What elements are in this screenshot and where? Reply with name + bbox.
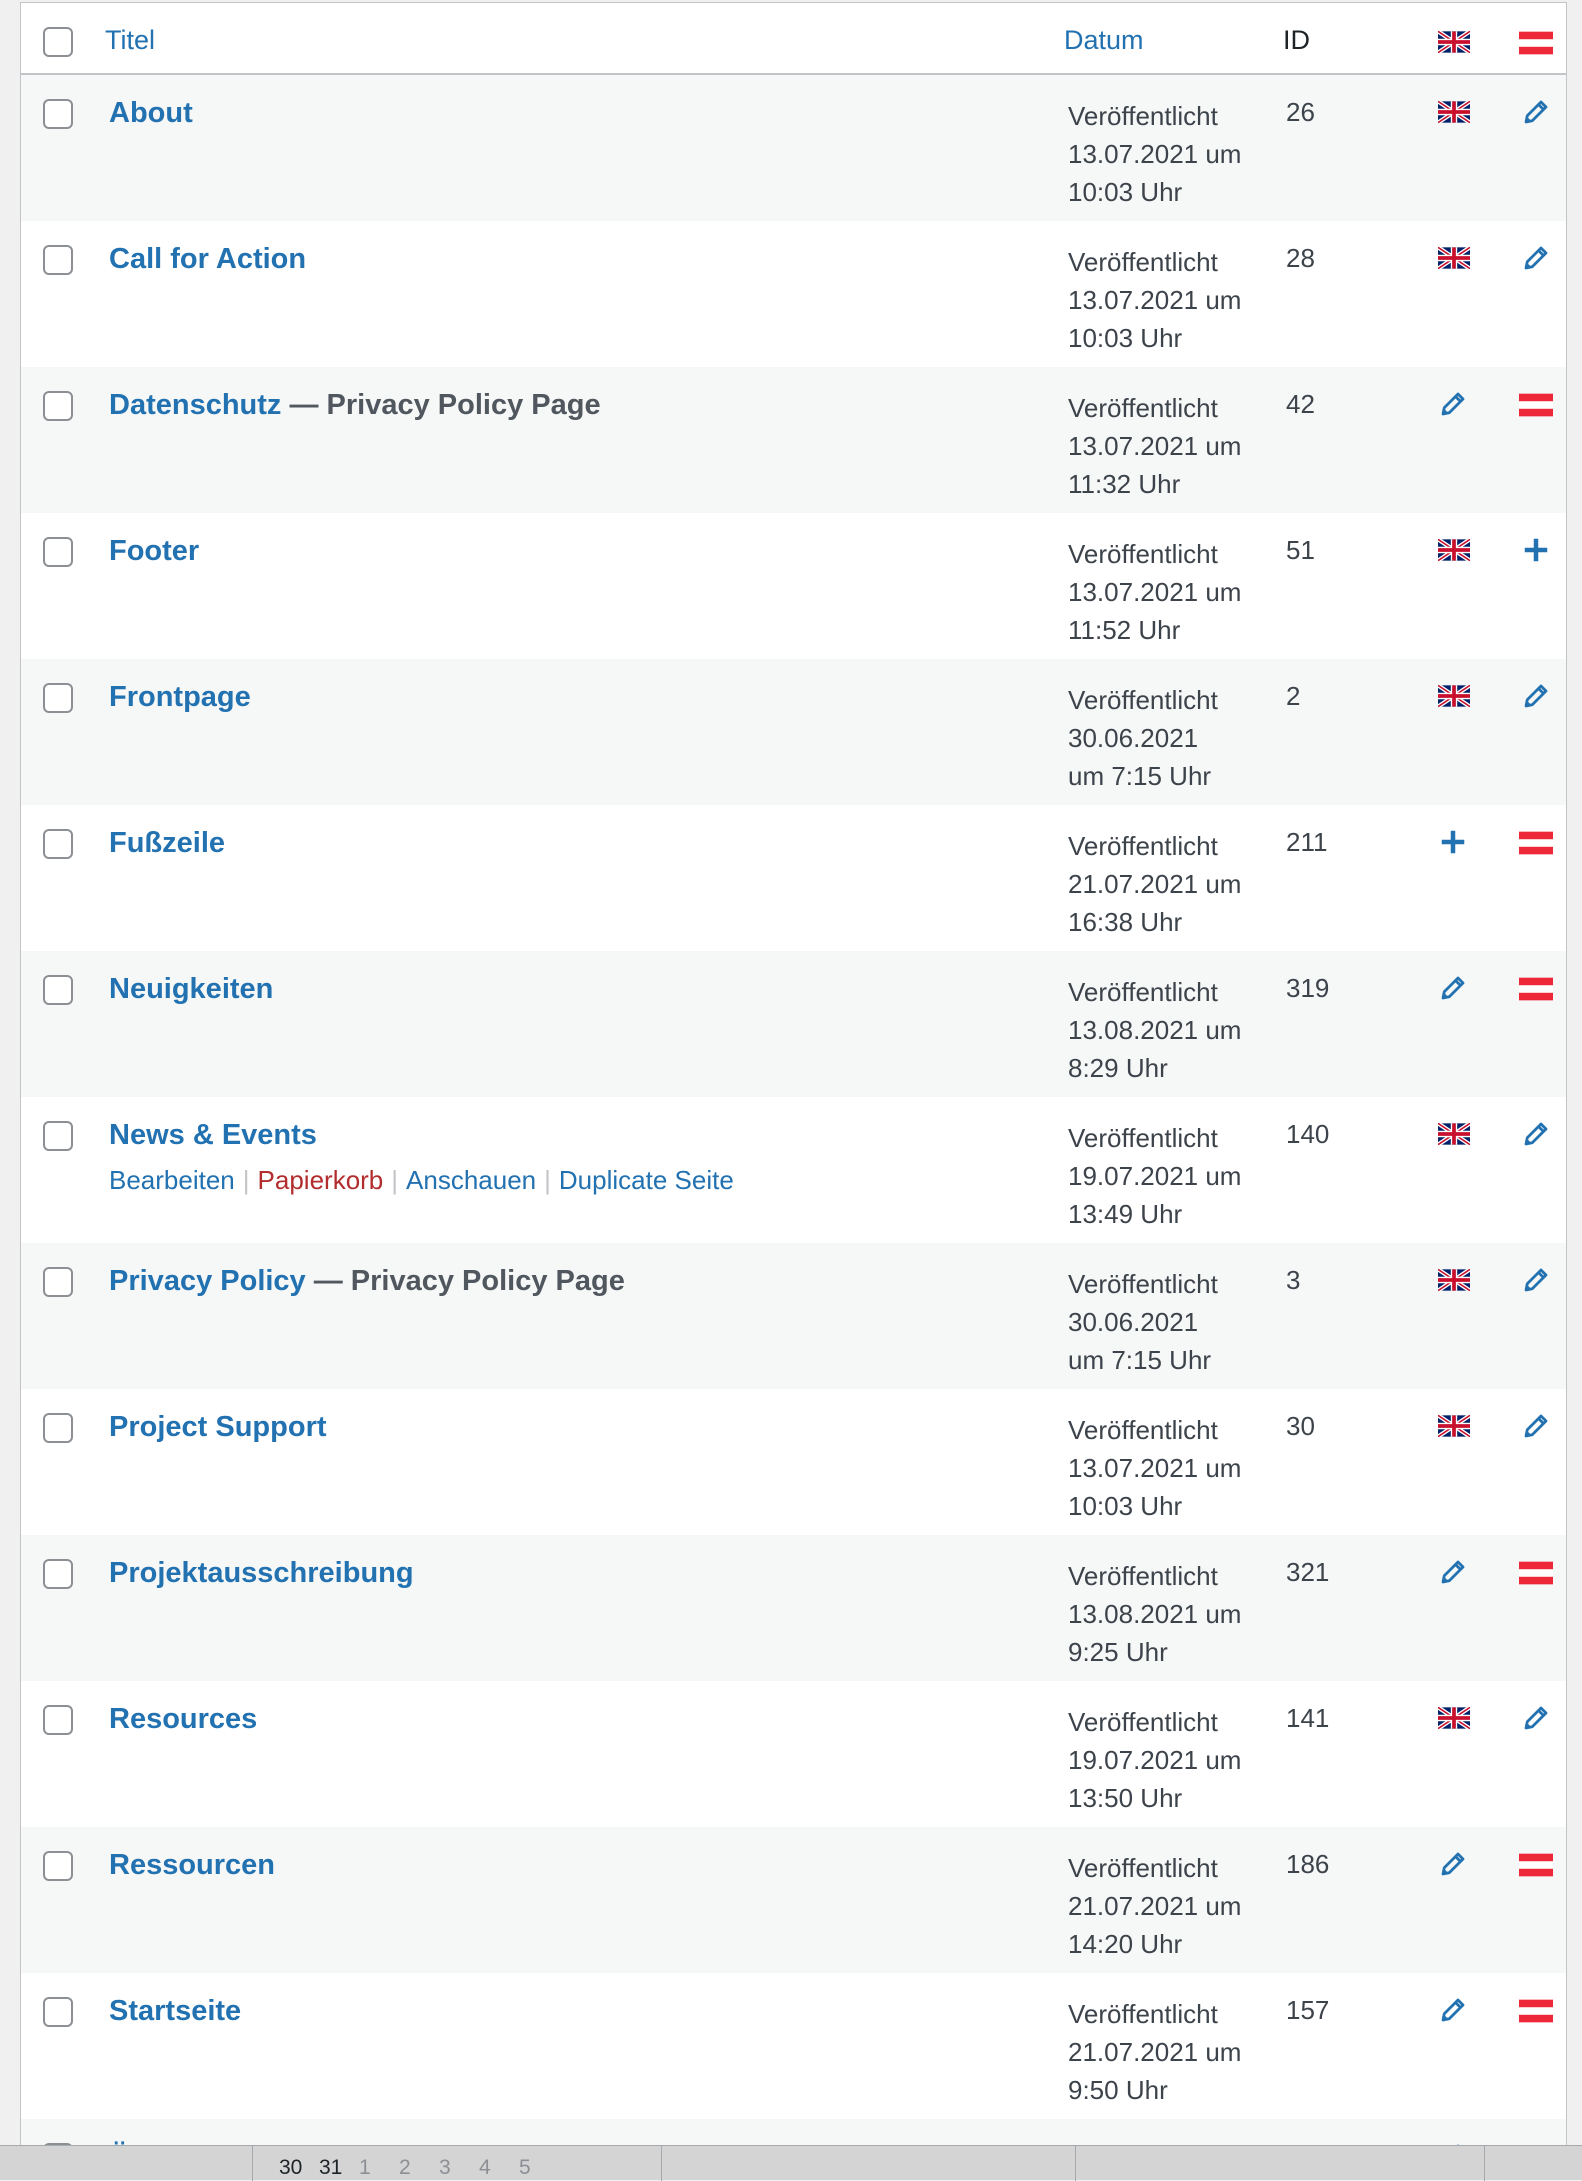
duplicate-link[interactable]: Duplicate Seite bbox=[558, 1165, 734, 1195]
language-flag-at bbox=[1509, 969, 1561, 1009]
row-checkbox[interactable] bbox=[43, 683, 73, 713]
table-row bbox=[21, 513, 1566, 659]
row-checkbox[interactable] bbox=[43, 99, 73, 129]
page-title-link[interactable]: Footer bbox=[109, 535, 200, 567]
page-title-link[interactable]: News & Events bbox=[109, 1119, 317, 1151]
trash-link[interactable]: Papierkorb bbox=[257, 1165, 384, 1195]
row-title bbox=[109, 827, 225, 860]
column-lang-en bbox=[1426, 23, 1478, 63]
austria-flag-icon bbox=[1519, 1999, 1553, 2023]
date-value: 13.07.2021 um bbox=[1068, 285, 1242, 315]
page-title-link[interactable]: Fußzeile bbox=[109, 827, 226, 859]
date-status: Veröffentlicht bbox=[1068, 539, 1218, 569]
row-id: 2 bbox=[1286, 681, 1301, 711]
date-time: 10:03 Uhr bbox=[1068, 177, 1183, 207]
date-value: 13.07.2021 um bbox=[1068, 577, 1242, 607]
date-value: 21.07.2021 um bbox=[1068, 1891, 1242, 1921]
language-flag-en bbox=[1426, 1115, 1478, 1155]
page-title-link[interactable]: Projektausschreibung bbox=[109, 1557, 414, 1589]
page-title-link[interactable]: Ressourcen bbox=[109, 1849, 276, 1881]
row-checkbox[interactable] bbox=[43, 1413, 73, 1443]
austria-flag-icon bbox=[1519, 831, 1553, 855]
row-id: 157 bbox=[1286, 1995, 1330, 2025]
austria-flag-icon bbox=[1519, 393, 1553, 417]
date-time: 10:03 Uhr bbox=[1068, 1491, 1183, 1521]
row-checkbox[interactable] bbox=[43, 1705, 73, 1735]
row-title bbox=[109, 1703, 257, 1736]
row-date bbox=[1068, 827, 1268, 941]
date-value: 13.08.2021 um bbox=[1068, 1599, 1242, 1629]
row-date bbox=[1068, 681, 1268, 795]
date-time: 8:29 Uhr bbox=[1068, 1053, 1168, 1083]
pagination-bar bbox=[0, 2145, 1582, 2180]
uk-flag-icon bbox=[1438, 1707, 1470, 1729]
add-translation-at[interactable] bbox=[1509, 531, 1561, 571]
pagination-day[interactable]: 4 bbox=[479, 2156, 491, 2179]
row-id: 140 bbox=[1286, 1119, 1330, 1149]
edit-translation-en[interactable] bbox=[1426, 969, 1478, 1009]
date-status: Veröffentlicht bbox=[1068, 1269, 1218, 1299]
edit-translation-at[interactable] bbox=[1509, 1115, 1561, 1155]
row-title bbox=[109, 243, 306, 276]
pencil-icon bbox=[1438, 973, 1468, 1003]
pagination-day[interactable]: 2 bbox=[399, 2156, 411, 2179]
pagination-day[interactable]: 31 bbox=[319, 2156, 343, 2179]
table-row bbox=[21, 75, 1566, 221]
date-value: 13.07.2021 um bbox=[1068, 139, 1242, 169]
date-status: Veröffentlicht bbox=[1068, 247, 1218, 277]
edit-translation-at[interactable] bbox=[1509, 239, 1561, 279]
row-id: 321 bbox=[1286, 1557, 1330, 1587]
row-date bbox=[1068, 1411, 1268, 1525]
row-checkbox[interactable] bbox=[43, 537, 73, 567]
language-flag-at bbox=[1509, 1553, 1561, 1593]
pencil-icon bbox=[1438, 1995, 1468, 2025]
date-time: 13:50 Uhr bbox=[1068, 1783, 1183, 1813]
row-title bbox=[109, 973, 273, 1006]
date-value: 30.06.2021 bbox=[1068, 1307, 1199, 1337]
date-status: Veröffentlicht bbox=[1068, 831, 1218, 861]
pagination-day[interactable]: 30 bbox=[279, 2156, 303, 2179]
pencil-icon bbox=[1521, 1119, 1551, 1149]
date-value: 13.07.2021 um bbox=[1068, 431, 1242, 461]
row-checkbox[interactable] bbox=[43, 829, 73, 859]
language-flag-en bbox=[1426, 1407, 1478, 1447]
date-status: Veröffentlicht bbox=[1068, 1707, 1218, 1737]
language-flag-en bbox=[1426, 1261, 1478, 1301]
table-row bbox=[21, 1243, 1566, 1389]
row-date bbox=[1068, 535, 1268, 649]
edit-translation-at[interactable] bbox=[1509, 1407, 1561, 1447]
date-time: 10:03 Uhr bbox=[1068, 323, 1183, 353]
table-row bbox=[21, 1097, 1566, 1243]
row-date bbox=[1068, 1703, 1268, 1817]
row-title bbox=[109, 97, 193, 130]
row-title bbox=[109, 1119, 317, 1152]
date-status: Veröffentlicht bbox=[1068, 1853, 1218, 1883]
table-row bbox=[21, 805, 1566, 951]
edit-translation-en[interactable] bbox=[1426, 1845, 1478, 1885]
edit-translation-at[interactable] bbox=[1509, 677, 1561, 717]
row-date bbox=[1068, 973, 1268, 1087]
edit-translation-en[interactable] bbox=[1426, 385, 1478, 425]
date-value: 21.07.2021 um bbox=[1068, 2037, 1242, 2067]
row-checkbox[interactable] bbox=[43, 391, 73, 421]
date-status: Veröffentlicht bbox=[1068, 393, 1218, 423]
row-actions: Bearbeiten | Papierkorb | Anschauen | Duplicate Seite bbox=[109, 1165, 734, 1195]
table-row bbox=[21, 1535, 1566, 1681]
edit-translation-at[interactable] bbox=[1509, 1699, 1561, 1739]
pencil-icon bbox=[1438, 389, 1468, 419]
edit-link[interactable]: Bearbeiten bbox=[109, 1165, 235, 1195]
language-flag-en bbox=[1426, 531, 1478, 571]
uk-flag-icon bbox=[1438, 1123, 1470, 1145]
row-title bbox=[109, 1995, 241, 2028]
date-status: Veröffentlicht bbox=[1068, 977, 1218, 1007]
page-title-link[interactable]: Frontpage bbox=[109, 681, 251, 713]
language-flag-en bbox=[1426, 239, 1478, 279]
date-value: 13.08.2021 um bbox=[1068, 1015, 1242, 1045]
row-title bbox=[109, 1265, 625, 1298]
uk-flag-icon bbox=[1438, 31, 1470, 53]
date-time: 14:20 Uhr bbox=[1068, 1929, 1183, 1959]
date-time: 13:49 Uhr bbox=[1068, 1199, 1183, 1229]
language-flag-at bbox=[1509, 823, 1561, 863]
page-title-link[interactable]: Datenschutz bbox=[109, 389, 282, 421]
pagination-day[interactable]: 3 bbox=[439, 2156, 451, 2179]
uk-flag-icon bbox=[1438, 1269, 1470, 1291]
row-checkbox[interactable] bbox=[43, 1121, 73, 1151]
date-status: Veröffentlicht bbox=[1068, 1561, 1218, 1591]
pencil-icon bbox=[1521, 681, 1551, 711]
table-row bbox=[21, 367, 1566, 513]
row-checkbox[interactable] bbox=[43, 245, 73, 275]
pencil-icon bbox=[1521, 1265, 1551, 1295]
pencil-icon bbox=[1521, 1703, 1551, 1733]
date-status: Veröffentlicht bbox=[1068, 1123, 1218, 1153]
date-time: um 7:15 Uhr bbox=[1068, 1345, 1212, 1375]
language-flag-at bbox=[1509, 1845, 1561, 1885]
row-title bbox=[109, 1557, 414, 1590]
uk-flag-icon bbox=[1438, 101, 1470, 123]
page-title-link[interactable]: Call for Action bbox=[109, 243, 307, 275]
row-date bbox=[1068, 1849, 1268, 1963]
page-title-link[interactable]: Neuigkeiten bbox=[109, 973, 274, 1005]
plus-icon bbox=[1438, 827, 1468, 857]
table-row bbox=[21, 659, 1566, 805]
page-title-link[interactable]: About bbox=[109, 97, 193, 129]
row-date bbox=[1068, 97, 1268, 211]
plus-icon bbox=[1521, 535, 1551, 565]
date-time: 11:32 Uhr bbox=[1068, 469, 1181, 499]
page-title-link[interactable]: Project Support bbox=[109, 1411, 327, 1443]
pencil-icon bbox=[1438, 1849, 1468, 1879]
row-id: 51 bbox=[1286, 535, 1315, 565]
page-title-link[interactable]: Privacy Policy bbox=[109, 1265, 306, 1297]
add-translation-en[interactable] bbox=[1426, 823, 1478, 863]
uk-flag-icon bbox=[1438, 247, 1470, 269]
pages-table bbox=[20, 2, 1567, 2162]
pencil-icon bbox=[1521, 97, 1551, 127]
pencil-icon bbox=[1521, 1411, 1551, 1441]
row-title bbox=[109, 535, 199, 568]
date-status: Veröffentlicht bbox=[1068, 1415, 1218, 1445]
row-id: 3 bbox=[1286, 1265, 1301, 1295]
date-time: um 7:15 Uhr bbox=[1068, 761, 1212, 791]
column-lang-at bbox=[1509, 23, 1561, 63]
row-id: 211 bbox=[1286, 827, 1328, 857]
pencil-icon bbox=[1521, 243, 1551, 273]
date-status: Veröffentlicht bbox=[1068, 1999, 1218, 2029]
row-id: 319 bbox=[1286, 973, 1330, 1003]
row-date bbox=[1068, 389, 1268, 503]
uk-flag-icon bbox=[1438, 539, 1470, 561]
row-checkbox[interactable] bbox=[43, 1997, 73, 2027]
table-row bbox=[21, 1681, 1566, 1827]
row-title bbox=[109, 1411, 327, 1444]
date-value: 19.07.2021 um bbox=[1068, 1745, 1242, 1775]
date-time: 16:38 Uhr bbox=[1068, 907, 1183, 937]
edit-translation-at[interactable] bbox=[1509, 1261, 1561, 1301]
edit-translation-en[interactable] bbox=[1426, 1991, 1478, 2031]
row-checkbox[interactable] bbox=[43, 1851, 73, 1881]
language-flag-en bbox=[1426, 677, 1478, 717]
date-value: 21.07.2021 um bbox=[1068, 869, 1242, 899]
austria-flag-icon bbox=[1519, 977, 1553, 1001]
date-status: Veröffentlicht bbox=[1068, 685, 1218, 715]
table-row bbox=[21, 1389, 1566, 1535]
date-value: 13.07.2021 um bbox=[1068, 1453, 1242, 1483]
date-value: 19.07.2021 um bbox=[1068, 1161, 1242, 1191]
row-date bbox=[1068, 1995, 1268, 2109]
row-date bbox=[1068, 243, 1268, 357]
date-time: 9:25 Uhr bbox=[1068, 1637, 1168, 1667]
row-id: 141 bbox=[1286, 1703, 1330, 1733]
table-row bbox=[21, 951, 1566, 1097]
page-state-label: — Privacy Policy Page bbox=[281, 389, 601, 421]
date-time: 9:50 Uhr bbox=[1068, 2075, 1168, 2105]
table-row bbox=[21, 1827, 1566, 1973]
language-flag-at bbox=[1509, 1991, 1561, 2031]
edit-translation-en[interactable] bbox=[1426, 1553, 1478, 1593]
austria-flag-icon bbox=[1519, 31, 1553, 55]
row-title bbox=[109, 681, 251, 714]
column-title-sort[interactable]: Titel bbox=[105, 25, 156, 55]
language-flag-en bbox=[1426, 93, 1478, 133]
table-header bbox=[21, 3, 1566, 75]
row-id: 30 bbox=[1286, 1411, 1315, 1441]
pencil-icon bbox=[1438, 1557, 1468, 1587]
row-title bbox=[109, 389, 601, 422]
row-id: 28 bbox=[1286, 243, 1315, 273]
view-link[interactable]: Anschauen bbox=[406, 1165, 537, 1195]
table-row bbox=[21, 1973, 1566, 2119]
row-checkbox[interactable] bbox=[43, 975, 73, 1005]
row-checkbox[interactable] bbox=[43, 1267, 73, 1297]
select-all-checkbox[interactable] bbox=[43, 27, 73, 57]
pagination-day[interactable]: 1 bbox=[359, 2156, 371, 2179]
pagination-day[interactable]: 5 bbox=[519, 2156, 531, 2179]
row-title bbox=[109, 1849, 275, 1882]
date-value: 30.06.2021 bbox=[1068, 723, 1199, 753]
austria-flag-icon bbox=[1519, 1853, 1553, 1877]
date-time: 11:52 Uhr bbox=[1068, 615, 1181, 645]
uk-flag-icon bbox=[1438, 685, 1470, 707]
row-id: 42 bbox=[1286, 389, 1315, 419]
page-title-link[interactable]: Startseite bbox=[109, 1995, 242, 2027]
language-flag-at bbox=[1509, 385, 1561, 425]
page-state-label: — Privacy Policy Page bbox=[305, 1265, 625, 1297]
row-id: 186 bbox=[1286, 1849, 1330, 1879]
page-title-link[interactable]: Resources bbox=[109, 1703, 258, 1735]
row-date bbox=[1068, 1557, 1268, 1671]
row-date bbox=[1068, 1265, 1268, 1379]
austria-flag-icon bbox=[1519, 1561, 1553, 1585]
row-checkbox[interactable] bbox=[43, 1559, 73, 1589]
edit-translation-at[interactable] bbox=[1509, 93, 1561, 133]
date-status: Veröffentlicht bbox=[1068, 101, 1218, 131]
column-date-sort[interactable]: Datum bbox=[1064, 25, 1144, 55]
row-id: 26 bbox=[1286, 97, 1315, 127]
table-row bbox=[21, 221, 1566, 367]
uk-flag-icon bbox=[1438, 1415, 1470, 1437]
language-flag-en bbox=[1426, 1699, 1478, 1739]
column-id: ID bbox=[1283, 25, 1310, 55]
row-date bbox=[1068, 1119, 1268, 1233]
